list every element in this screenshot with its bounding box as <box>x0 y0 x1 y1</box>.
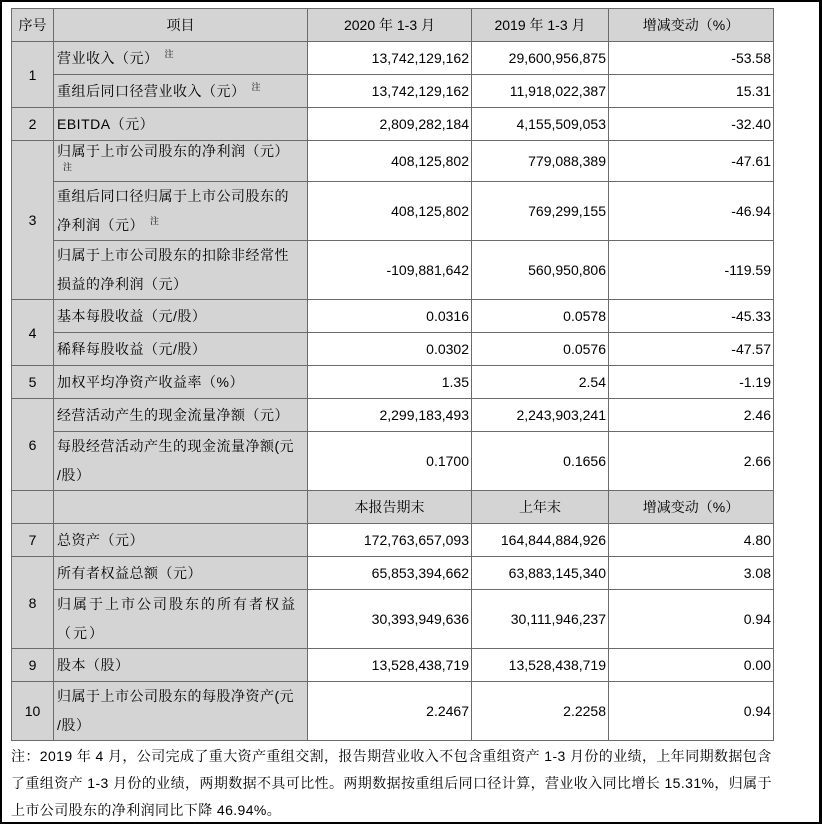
row-col1: 0.1700 <box>308 432 472 491</box>
row-seq: 4 <box>12 300 54 366</box>
footnote <box>11 743 811 824</box>
footnote-line-1: 注：2019 年 4 月，公司完成了重大资产重组交割，报告期营业收入不包含重组资产 1-3 月份的业绩，上年同期数据包含 <box>11 748 772 764</box>
row-col1: 13,528,438,719 <box>308 649 472 682</box>
table-header-row <box>12 9 774 42</box>
row-col2: 769,299,155 <box>472 182 609 241</box>
header-change-pct: 增减变动（%） <box>609 9 774 42</box>
row-item: 归属于上市公司股东的每股净资产(元 /股） <box>54 682 308 741</box>
row-col3: -46.94 <box>609 182 774 241</box>
table-subheader-row <box>12 491 774 524</box>
row-col3: 2.66 <box>609 432 774 491</box>
row-col3: 15.31 <box>609 75 774 108</box>
note-marker: 注 <box>150 216 160 226</box>
row-col2: 0.1656 <box>472 432 609 491</box>
row-col1: 2,809,282,184 <box>308 108 472 141</box>
subheader-prior-year-end: 上年末 <box>472 491 609 524</box>
row-col2: 779,088,389 <box>472 141 609 182</box>
table-row <box>12 649 774 682</box>
footnote-line-3: 上市公司股东的净利润同比下降 46.94%。 <box>11 802 282 818</box>
row-col2: 560,950,806 <box>472 241 609 300</box>
row-seq: 2 <box>12 108 54 141</box>
row-col1: 13,742,129,162 <box>308 42 472 75</box>
row-col1: 13,742,129,162 <box>308 75 472 108</box>
row-col2: 2.54 <box>472 366 609 399</box>
table-row <box>12 682 774 741</box>
row-col1: -109,881,642 <box>308 241 472 300</box>
table-row <box>12 241 774 300</box>
row-item: 营业收入（元） $^注$ <box>54 42 308 75</box>
note-marker: 注 <box>164 49 175 59</box>
row-item: 总资产（元） <box>54 524 308 557</box>
row-item: 归属于上市公司股东的净利润（元）$^注$ <box>54 141 308 182</box>
row-item: 重组后同口径归属于上市公司股东的 净利润（元） $^注$ <box>54 182 308 241</box>
note-marker: 注 <box>63 162 73 172</box>
row-col3: -45.33 <box>609 300 774 333</box>
row-seq: 8 <box>12 557 54 649</box>
row-item: 经营活动产生的现金流量净额（元） <box>54 399 308 432</box>
subheader-change-pct: 增减变动（%） <box>609 491 774 524</box>
row-col2: 2.2258 <box>472 682 609 741</box>
row-col1: 1.35 <box>308 366 472 399</box>
row-col1: 408,125,802 <box>308 141 472 182</box>
table-row <box>12 300 774 333</box>
row-seq: 1 <box>12 42 54 108</box>
row-item: 稀释每股收益（元/股） <box>54 333 308 366</box>
row-col2: 2,243,903,241 <box>472 399 609 432</box>
table-row <box>12 75 774 108</box>
row-col3: 2.46 <box>609 399 774 432</box>
row-item: 重组后同口径营业收入（元） $^注$ <box>54 75 308 108</box>
row-col2: 29,600,956,875 <box>472 42 609 75</box>
row-col3: 0.00 <box>609 649 774 682</box>
row-col3: -32.40 <box>609 108 774 141</box>
row-col3: -47.57 <box>609 333 774 366</box>
row-col1: 408,125,802 <box>308 182 472 241</box>
table-row <box>12 590 774 649</box>
note-marker: 注 <box>251 82 262 92</box>
header-seq: 序号 <box>12 9 54 42</box>
row-col2: 63,883,145,340 <box>472 557 609 590</box>
row-col1: 2.2467 <box>308 682 472 741</box>
row-col1: 0.0316 <box>308 300 472 333</box>
table-row <box>12 432 774 491</box>
row-col3: 4.80 <box>609 524 774 557</box>
row-seq: 10 <box>12 682 54 741</box>
row-item: 加权平均净资产收益率（%） <box>54 366 308 399</box>
row-item: 归属于上市公司股东的扣除非经常性 损益的净利润（元） <box>54 241 308 300</box>
row-col2: 0.0578 <box>472 300 609 333</box>
table-row <box>12 42 774 75</box>
row-item: 基本每股收益（元/股） <box>54 300 308 333</box>
table-row <box>12 182 774 241</box>
row-col3: 0.94 <box>609 682 774 741</box>
row-col1: 2,299,183,493 <box>308 399 472 432</box>
financial-summary-table <box>11 8 774 741</box>
row-col2: 4,155,509,053 <box>472 108 609 141</box>
row-seq: 9 <box>12 649 54 682</box>
footnote-line-2: 了重组资产 1-3 月份的业绩，两期数据不具可比性。两期数据按重组后同口径计算，营业收入同比增长 15.31%，归属于 <box>11 775 772 791</box>
header-2019q1: 2019 年 1-3 月 <box>472 9 609 42</box>
table-row <box>12 108 774 141</box>
header-2020q1: 2020 年 1-3 月 <box>308 9 472 42</box>
row-col3: -119.59 <box>609 241 774 300</box>
table-row <box>12 141 774 182</box>
row-seq: 5 <box>12 366 54 399</box>
row-col1: 172,763,657,093 <box>308 524 472 557</box>
row-item: 每股经营活动产生的现金流量净额(元 /股） <box>54 432 308 491</box>
row-col1: 30,393,949,636 <box>308 590 472 649</box>
subheader-seq <box>12 491 54 524</box>
row-col2: 13,528,438,719 <box>472 649 609 682</box>
header-item: 项目 <box>54 9 308 42</box>
table-row <box>12 399 774 432</box>
table-row <box>12 333 774 366</box>
row-col3: -53.58 <box>609 42 774 75</box>
subheader-period-end: 本报告期末 <box>308 491 472 524</box>
subheader-item <box>54 491 308 524</box>
row-col2: 164,844,884,926 <box>472 524 609 557</box>
row-col2: 0.0576 <box>472 333 609 366</box>
row-seq: 3 <box>12 141 54 300</box>
row-col3: -1.19 <box>609 366 774 399</box>
table-row <box>12 557 774 590</box>
row-seq: 7 <box>12 524 54 557</box>
row-col1: 65,853,394,662 <box>308 557 472 590</box>
row-item: 股本（股） <box>54 649 308 682</box>
row-col3: 3.08 <box>609 557 774 590</box>
table-row <box>12 524 774 557</box>
row-seq: 6 <box>12 399 54 491</box>
row-col2: 30,111,946,237 <box>472 590 609 649</box>
row-col3: 0.94 <box>609 590 774 649</box>
row-col3: -47.61 <box>609 141 774 182</box>
row-item: EBITDA（元） <box>54 108 308 141</box>
row-col2: 11,918,022,387 <box>472 75 609 108</box>
row-item: 归属于上市公司股东的所有者权益 （元） <box>54 590 308 649</box>
row-col1: 0.0302 <box>308 333 472 366</box>
table-row <box>12 366 774 399</box>
row-item: 所有者权益总额（元） <box>54 557 308 590</box>
